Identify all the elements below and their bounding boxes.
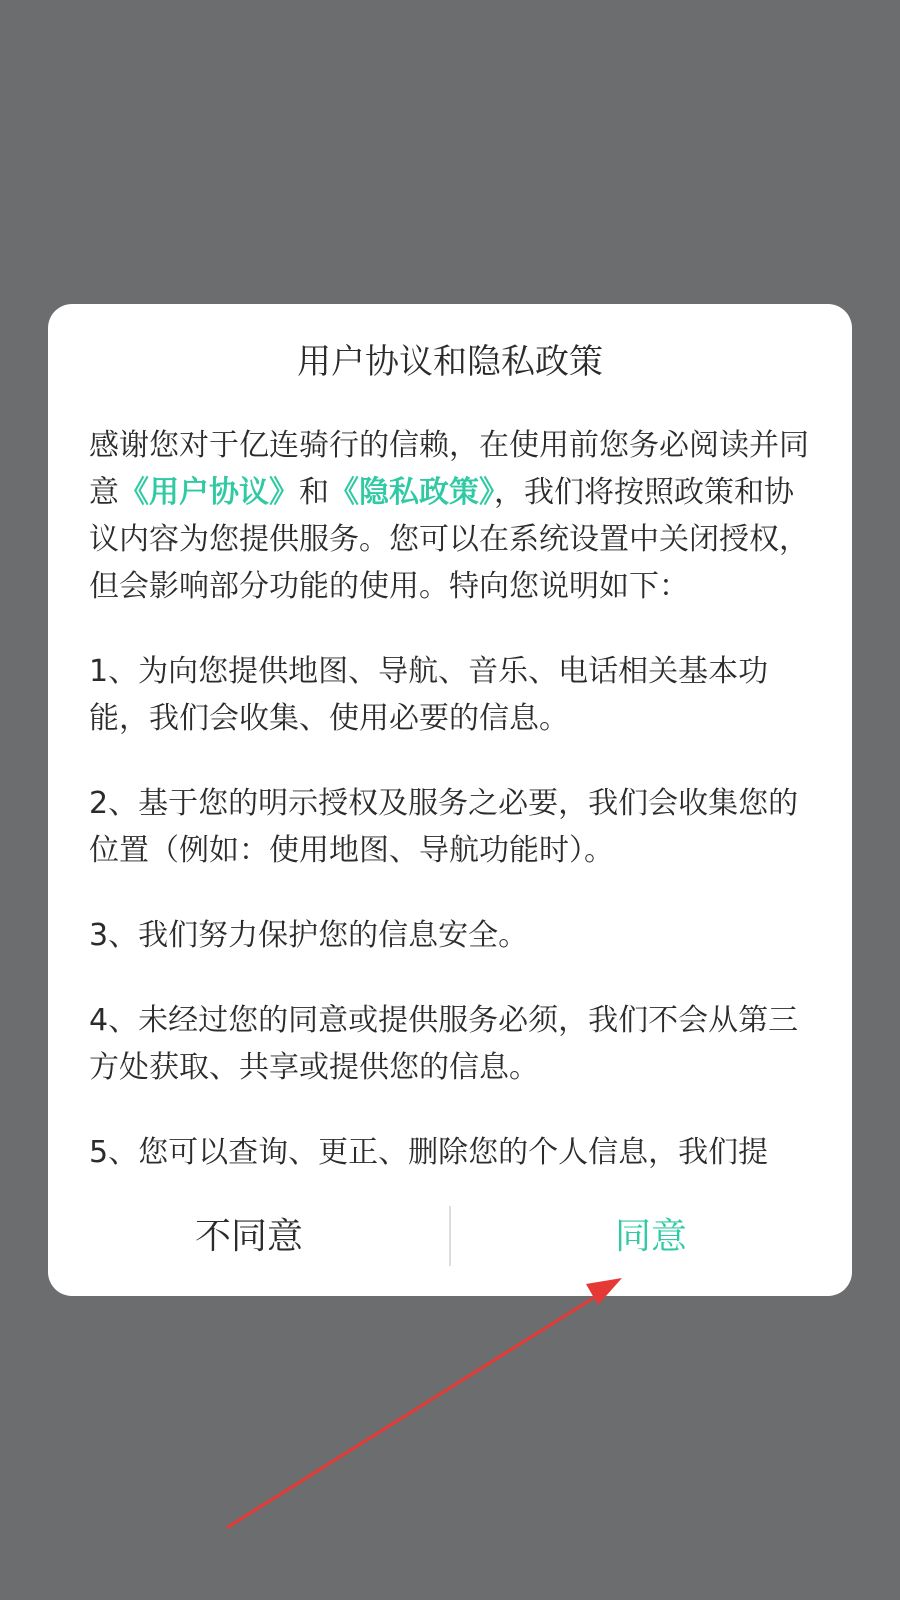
intro-text-1: 感谢您对于亿连骑行的信赖，在使用前您务必阅读并同意 bbox=[89, 428, 809, 510]
intro-text-2: ，我们将按照政策和协议内容为您提供服务。您可以在系统设置中关闭授权，但会影响部分功能的使用。特向您说明如下： bbox=[89, 475, 809, 604]
list-item: 5、您可以查询、更正、删除您的个人信息，我们提 bbox=[89, 1135, 769, 1170]
privacy-dialog bbox=[48, 304, 852, 1296]
list-item: 2、基于您的明示授权及服务之必要，我们会收集您的位置（例如：使用地图、导航功能时）。 bbox=[89, 786, 799, 868]
list-item: 3、我们努力保护您的信息安全。 bbox=[89, 918, 529, 953]
dialog-footer bbox=[48, 1204, 852, 1296]
privacy-policy-link[interactable]: 《隐私政策》 bbox=[329, 475, 494, 510]
user-agreement-link[interactable]: 《用户协议》 bbox=[119, 475, 299, 510]
list-item: 1、为向您提供地图、导航、音乐、电话相关基本功能，我们会收集、使用必要的信息。 bbox=[89, 654, 769, 736]
intro-and: 和 bbox=[299, 475, 329, 510]
disagree-button[interactable]: 不同意 bbox=[194, 1216, 303, 1257]
list-item: 4、未经过您的同意或提供服务必须，我们不会从第三方处获取、共享或提供您的信息。 bbox=[89, 1003, 799, 1085]
dialog-title: 用户协议和隐私政策 bbox=[297, 342, 603, 382]
agree-button[interactable]: 同意 bbox=[614, 1216, 687, 1257]
dialog-content[interactable] bbox=[89, 422, 811, 1196]
intro-paragraph bbox=[89, 422, 811, 610]
